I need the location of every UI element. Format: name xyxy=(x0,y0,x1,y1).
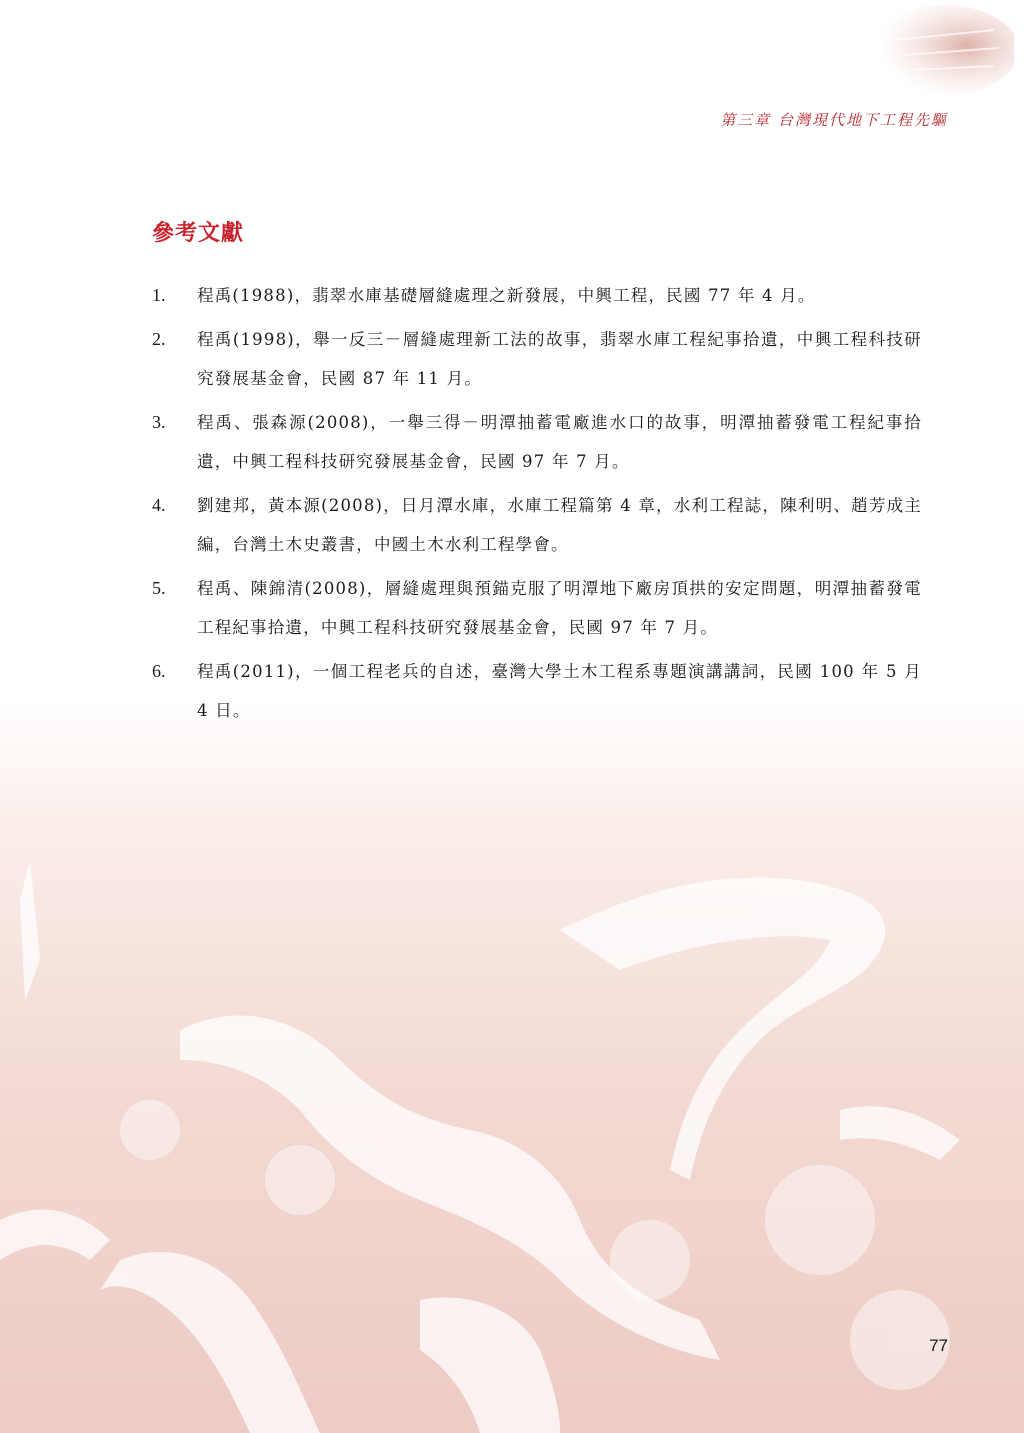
reference-number: 6. xyxy=(152,661,166,681)
reference-text: 程禹(1988)，翡翠水庫基礎層縫處理之新發展，中興工程，民國 77 年 4 月。 xyxy=(197,286,816,305)
reference-item xyxy=(152,652,922,730)
aerial-reservoir-image xyxy=(0,700,1024,1433)
reference-number: 5. xyxy=(152,578,166,598)
reference-item xyxy=(152,276,922,315)
reference-number: 3. xyxy=(152,412,166,432)
reference-item xyxy=(152,403,922,481)
reference-list xyxy=(152,276,922,735)
reference-item xyxy=(152,320,922,398)
reference-text: 程禹、陳錦清(2008)，層縫處理與預錨克服了明潭地下廠房頂拱的安定問題，明潭抽蓄發電工程紀事拾遺，中興工程科技研究發展基金會，民國 97 年 7 月。 xyxy=(197,579,922,637)
reference-number: 2. xyxy=(152,329,166,349)
running-head: 第三章 台灣現代地下工程先驅 xyxy=(720,111,948,129)
reference-text: 程禹(1998)，舉一反三－層縫處理新工法的故事，翡翠水庫工程紀事拾遺，中興工程科技研究發展基金會，民國 87 年 11 月。 xyxy=(197,330,922,388)
reference-number: 1. xyxy=(152,285,166,305)
corner-brush-decoration xyxy=(794,0,1014,110)
reference-item xyxy=(152,486,922,564)
page-number: 77 xyxy=(929,1336,948,1355)
reference-text: 劉建邦，黃本源(2008)，日月潭水庫，水庫工程篇第 4 章，水利工程誌，陳利明、趙芳成主編，台灣土木史叢書，中國土木水利工程學會。 xyxy=(197,496,922,554)
reference-text: 程禹(2011)，一個工程老兵的自述，臺灣大學土木工程系專題演講講詞，民國 100 年 5 月 4 日。 xyxy=(197,662,922,720)
reference-item xyxy=(152,569,922,647)
reference-text: 程禹、張森源(2008)，一舉三得－明潭抽蓄電廠進水口的故事，明潭抽蓄發電工程紀事拾遺，中興工程科技研究發展基金會，民國 97 年 7 月。 xyxy=(197,413,922,471)
section-title: 參考文獻 xyxy=(152,221,245,246)
reference-number: 4. xyxy=(152,495,166,515)
